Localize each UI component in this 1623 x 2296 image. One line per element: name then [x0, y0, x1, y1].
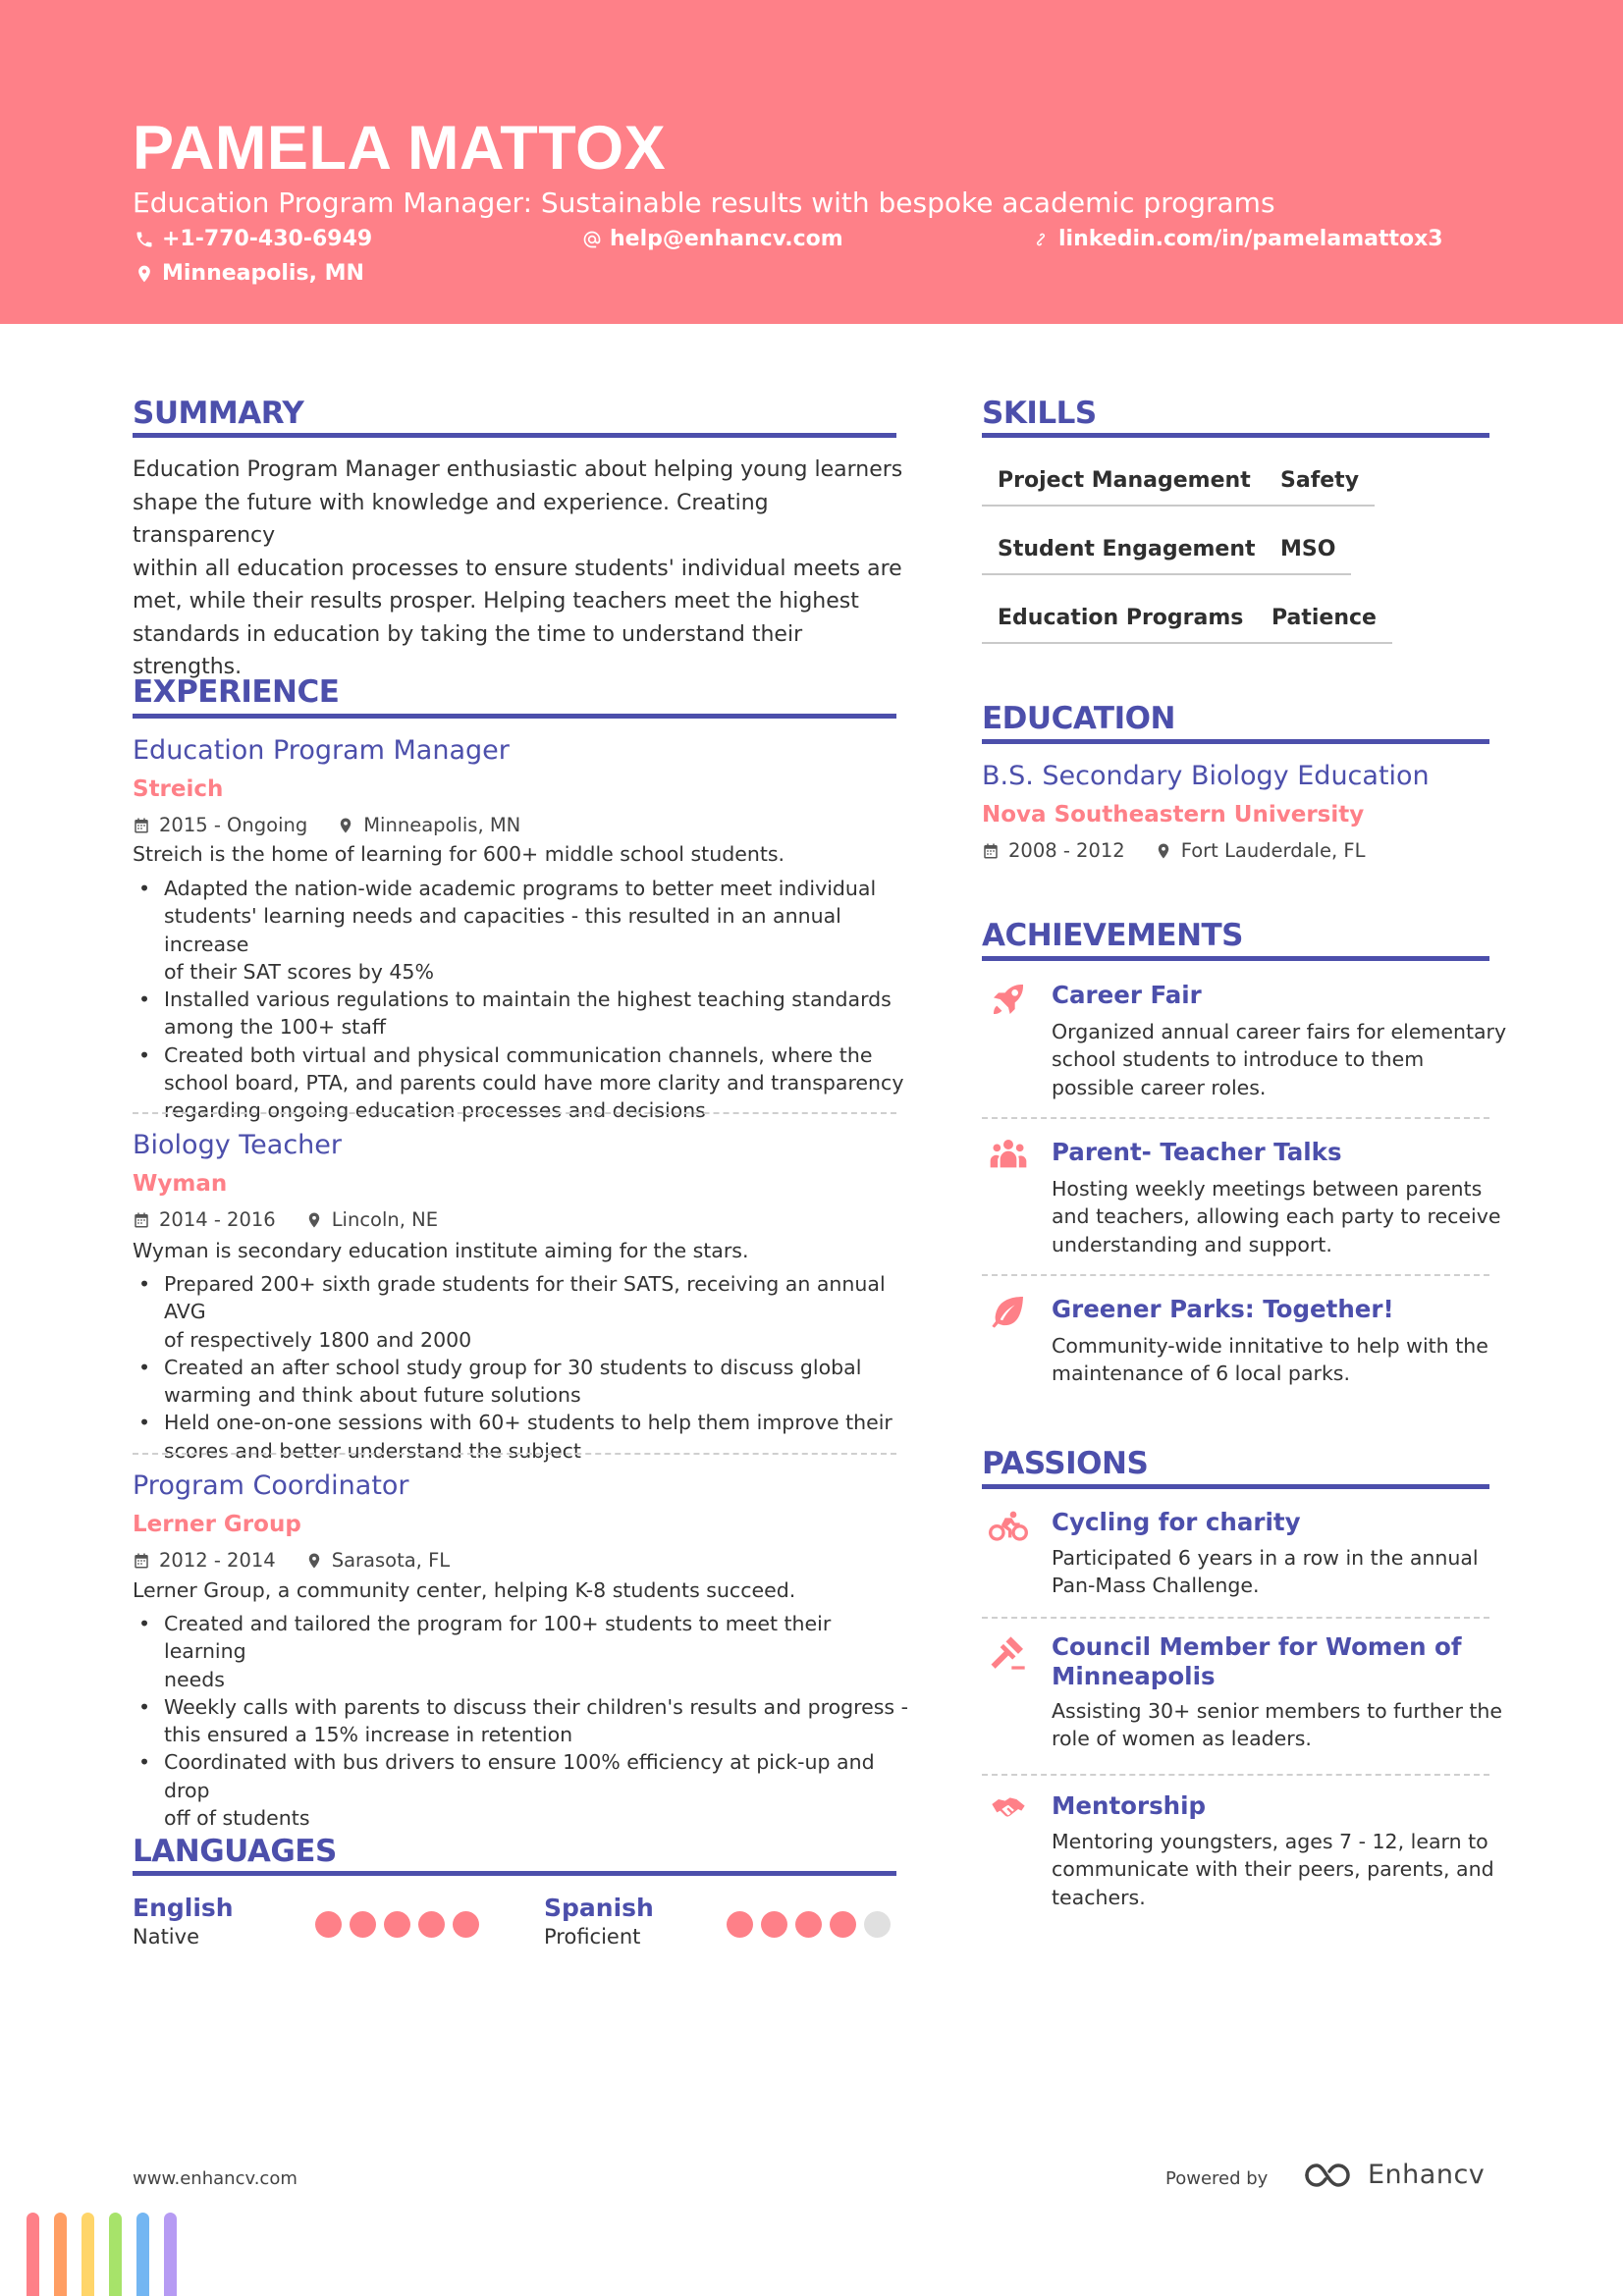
bullet-item: • Installed various regulations to maintain the highest teaching standards among the 100+ staff	[133, 986, 908, 1041]
passion-title: Cycling for charity	[1052, 1508, 1301, 1536]
footer-brand[interactable]	[1303, 2160, 1485, 2190]
languages-heading: LANGUAGES	[133, 1834, 337, 1869]
achievements-rule	[982, 956, 1489, 961]
education-dates: 2008 - 2012	[1008, 839, 1125, 862]
achievement-title: Career Fair	[1052, 981, 1202, 1009]
job-role: Biology Teacher	[133, 1130, 342, 1160]
education-degree: B.S. Secondary Biology Education	[982, 761, 1430, 791]
location-pin-icon	[305, 1552, 323, 1570]
passion-description: Participated 6 years in a row in the annual Pan-Mass Challenge.	[1052, 1546, 1479, 1598]
rating-dot	[315, 1911, 342, 1938]
decor-bar	[164, 2213, 177, 2296]
skill-tag: Education Programs	[982, 606, 1259, 644]
bullet-item: • Prepared 200+ sixth grade students for their SATS, receiving an annual AVG of respectively 1800 and 2000	[133, 1270, 908, 1354]
languages-rule	[133, 1871, 896, 1876]
phone-contact[interactable]	[135, 227, 372, 251]
job-bullets	[133, 875, 908, 1125]
achievement-title: Greener Parks: Together!	[1052, 1295, 1394, 1323]
location-pin-icon	[135, 264, 154, 284]
achievement-description: Hosting weekly meetings between parents and teachers, allowing each party to receive understanding and support.	[1052, 1177, 1501, 1256]
skill-tag: Safety	[1265, 468, 1375, 507]
bullet-item: • Created an after school study group for 30 students to discuss global warming and think about future solutions	[133, 1354, 908, 1410]
summary-line: met, while their results prosper. Helping teachers meet the highest	[133, 589, 859, 614]
achievement-title: Parent- Teacher Talks	[1052, 1138, 1342, 1166]
calendar-icon	[133, 817, 150, 834]
bullet-item: • Adapted the nation-wide academic programs to better meet individual students' learning needs and capacities - this resulted in an annual increase of their SAT scores by 45%	[133, 875, 908, 986]
skills-rule	[982, 433, 1489, 438]
email-text: help@enhancv.com	[610, 227, 843, 251]
divider	[982, 1617, 1489, 1619]
achievement-description: Organized annual career fairs for elementary school students to introduce to them possible career roles.	[1052, 1020, 1507, 1099]
job-meta	[133, 1208, 438, 1231]
at-icon	[582, 230, 602, 249]
rating-dot	[384, 1911, 410, 1938]
phone-text: +1-770-430-6949	[162, 227, 373, 251]
divider	[133, 1112, 896, 1114]
divider	[133, 1453, 896, 1455]
location-pin-icon	[305, 1211, 323, 1229]
education-location: Fort Lauderdale, FL	[1180, 839, 1366, 862]
language-name: English	[133, 1894, 234, 1922]
rating-dot	[453, 1911, 479, 1938]
bullet-item: • Weekly calls with parents to discuss their children's results and progress - this ensured a 15% increase in retention	[133, 1693, 908, 1749]
bullet-item: • Created and tailored the program for 100+ students to meet their learning needs	[133, 1610, 908, 1693]
bicycle-icon	[989, 1505, 1028, 1544]
bullet-item: • Held one-on-one sessions with 60+ students to help them improve their scores and better understand the subject	[133, 1409, 908, 1465]
phone-icon	[135, 230, 154, 249]
rating-dot	[350, 1911, 376, 1938]
decor-bar	[109, 2213, 122, 2296]
enhancv-logo-icon	[1303, 2161, 1358, 2190]
header-banner	[0, 0, 1623, 324]
decor-bar	[54, 2213, 67, 2296]
skill-tag: MSO	[1265, 537, 1351, 575]
passion-title: Council Member for Women of Minneapolis	[1052, 1632, 1462, 1690]
handshake-icon	[989, 1789, 1028, 1829]
rating-dot	[727, 1911, 753, 1938]
job-description: Wyman is secondary education institute aiming for the stars.	[133, 1239, 749, 1262]
rocket-icon	[989, 980, 1028, 1019]
job-dates: 2014 - 2016	[159, 1208, 276, 1231]
job-bullets	[133, 1270, 908, 1465]
job-location: Lincoln, NE	[331, 1208, 439, 1231]
achievement-description: Community-wide innitative to help with the maintenance of 6 local parks.	[1052, 1334, 1488, 1386]
rating-dot	[761, 1911, 787, 1938]
education-rule	[982, 739, 1489, 744]
achievements-heading: ACHIEVEMENTS	[982, 918, 1244, 953]
job-location: Minneapolis, MN	[363, 814, 521, 836]
rating-dot	[864, 1911, 891, 1938]
divider	[982, 1117, 1489, 1119]
calendar-icon	[133, 1552, 150, 1570]
email-contact[interactable]	[582, 227, 843, 251]
skill-tag: Project Management	[982, 468, 1267, 507]
job-description: Lerner Group, a community center, helping K-8 students succeed.	[133, 1578, 796, 1602]
candidate-tagline: Education Program Manager: Sustainable results with bespoke academic programs	[133, 187, 1275, 219]
job-bullets	[133, 1610, 908, 1832]
job-company: Wyman	[133, 1171, 228, 1197]
experience-rule	[133, 714, 896, 719]
summary-heading: SUMMARY	[133, 396, 304, 431]
location-contact	[135, 261, 364, 286]
passion-description: Assisting 30+ senior members to further the role of women as leaders.	[1052, 1699, 1503, 1751]
skill-tag: Patience	[1256, 606, 1392, 644]
education-heading: EDUCATION	[982, 701, 1175, 736]
education-meta	[982, 839, 1365, 862]
job-role: Program Coordinator	[133, 1470, 409, 1501]
job-description: Streich is the home of learning for 600+ middle school students.	[133, 842, 785, 866]
language-name: Spanish	[544, 1894, 654, 1922]
job-dates: 2012 - 2014	[159, 1549, 276, 1572]
calendar-icon	[982, 842, 1000, 860]
footer-brand-name: Enhancv	[1368, 2160, 1486, 2190]
leaf-icon	[989, 1292, 1028, 1331]
passion-title: Mentorship	[1052, 1791, 1207, 1820]
summary-line: Education Program Manager enthusiastic about helping young learners	[133, 457, 903, 482]
rating-dot	[418, 1911, 445, 1938]
decor-bar	[27, 2213, 39, 2296]
group-icon	[989, 1135, 1028, 1174]
candidate-name: PAMELA MATTOX	[133, 114, 667, 183]
job-meta	[133, 814, 520, 836]
location-pin-icon	[1155, 842, 1172, 860]
link-icon	[1031, 230, 1051, 249]
rating-dot	[795, 1911, 822, 1938]
passions-heading: PASSIONS	[982, 1446, 1149, 1481]
skills-heading: SKILLS	[982, 396, 1097, 431]
job-location: Sarasota, FL	[331, 1549, 451, 1572]
location-pin-icon	[337, 817, 354, 834]
language-level: Proficient	[544, 1925, 641, 1949]
summary-line: standards in education by taking the time to understand their strengths.	[133, 621, 803, 679]
language-level: Native	[133, 1925, 199, 1949]
experience-heading: EXPERIENCE	[133, 674, 340, 710]
footer-powered-by: Powered by	[1165, 2168, 1269, 2189]
decor-bar	[81, 2213, 94, 2296]
bullet-item: • Coordinated with bus drivers to ensure 100% efficiency at pick-up and drop off of students	[133, 1748, 908, 1832]
summary-line: within all education processes to ensure students' individual meets are	[133, 556, 902, 581]
job-company: Streich	[133, 776, 224, 802]
decor-bar	[136, 2213, 149, 2296]
passions-rule	[982, 1484, 1489, 1489]
calendar-icon	[133, 1211, 150, 1229]
language-rating	[727, 1911, 891, 1938]
gavel-icon	[989, 1633, 1028, 1673]
summary-rule	[133, 433, 896, 438]
bullet-item: • Created both virtual and physical communication channels, where the school board, PTA, and parents could have more clarity and transparency regarding ongoing education processes and decisions	[133, 1041, 908, 1125]
divider	[982, 1274, 1489, 1276]
rating-dot	[830, 1911, 856, 1938]
education-school: Nova Southeastern University	[982, 802, 1365, 828]
passion-description: Mentoring youngsters, ages 7 - 12, learn to communicate with their peers, parents, and teachers.	[1052, 1830, 1494, 1909]
linkedin-text: linkedin.com/in/pamelamattox3	[1058, 227, 1443, 251]
divider	[982, 1774, 1489, 1776]
job-role: Education Program Manager	[133, 735, 510, 766]
summary-line: shape the future with knowledge and experience. Creating transparency	[133, 490, 769, 548]
job-meta	[133, 1549, 450, 1572]
skill-tag: Student Engagement	[982, 537, 1271, 575]
footer-url[interactable]: www.enhancv.com	[133, 2168, 298, 2189]
summary-text	[133, 454, 908, 684]
linkedin-contact[interactable]	[1031, 227, 1443, 251]
job-company: Lerner Group	[133, 1512, 301, 1537]
language-rating	[315, 1911, 479, 1938]
job-dates: 2015 - Ongoing	[159, 814, 308, 836]
location-text: Minneapolis, MN	[162, 261, 364, 286]
